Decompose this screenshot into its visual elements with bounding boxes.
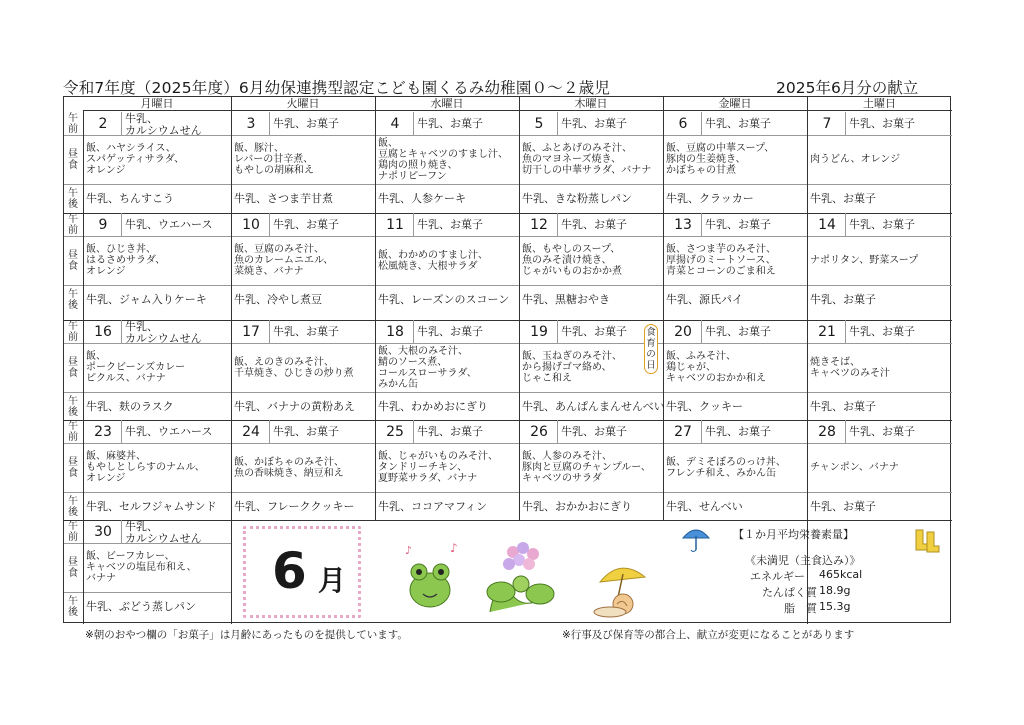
lunch-menu-line: ピクルス、バナナ (86, 373, 166, 384)
date-number: 16 (94, 324, 112, 340)
afternoon-snack: 牛乳、セルフジャムサンド (86, 500, 217, 513)
month-card-number: 6 (272, 542, 307, 600)
lunch-menu-line: 飯、デミそぼろのっけ丼、 (666, 456, 786, 468)
date-divider (845, 320, 846, 343)
lunch-menu (86, 143, 184, 176)
lunch-menu-line: 菜焼き、バナナ (234, 266, 304, 277)
lunch-menu-line: 飯、ハヤシライス、 (86, 143, 176, 154)
morning-snack-line: 牛乳、 (125, 112, 158, 125)
col-divider (231, 97, 232, 624)
svg-text:♪: ♪ (405, 544, 413, 557)
lunch-menu-line: 飯、えのきのみそ汁、 (234, 356, 334, 368)
row-divider (64, 492, 952, 493)
lunch-menu-line: オレンジ (86, 266, 126, 277)
month-card (243, 526, 361, 618)
morning-snack (273, 426, 339, 438)
afternoon-snack: 牛乳、お菓子 (810, 293, 876, 306)
row-label-am: 午前 (68, 520, 78, 543)
lunch-menu-line: 飯、大根のみそ汁、 (378, 345, 468, 357)
morning-snack-line: 牛乳、 (125, 320, 158, 333)
date-number: 27 (674, 424, 692, 440)
afternoon-snack: 牛乳、クラッカー (666, 192, 754, 205)
afternoon-snack: 牛乳、お菓子 (810, 400, 876, 413)
lunch-menu (86, 351, 185, 384)
date-divider (701, 112, 702, 135)
row-divider (64, 592, 231, 593)
lunch-menu (86, 451, 205, 484)
morning-snack-line: 牛乳、お菓子 (849, 325, 915, 338)
date-number: 2 (98, 116, 108, 132)
lunch-menu-line: 飯、ふみそ汁、 (666, 351, 736, 362)
col-divider (807, 97, 808, 520)
row-label-lunch: 昼食 (68, 249, 78, 272)
row-label-am: 午前 (68, 420, 78, 443)
afternoon-snack: 牛乳、人参ケーキ (378, 192, 466, 205)
lunch-menu-line: 鶏肉の照り焼き、 (378, 159, 458, 171)
lunch-menu-line: バナナ (86, 573, 116, 584)
morning-snack-line: 牛乳、お菓子 (705, 218, 771, 231)
lunch-menu-line: じゃがいものおかか煮 (522, 266, 622, 277)
afternoon-snack: 牛乳、ココアマフィン (378, 500, 488, 513)
row-label-lunch: 昼食 (68, 456, 78, 479)
lunch-menu-line: 飯、ビーフカレー、 (86, 551, 175, 562)
lunch-menu-line: タンドリーチキン、 (378, 462, 468, 473)
morning-snack-line: 牛乳、お菓子 (273, 425, 339, 438)
morning-snack (273, 118, 339, 130)
lunch-menu-line: 青菜とコーンのごま和え (666, 266, 776, 277)
lunch-menu-line: 飯、ふとあげのみそ汁、 (522, 143, 632, 154)
afternoon-snack: 牛乳、あんぱんまんせんべい (522, 400, 665, 413)
date-divider (269, 112, 270, 135)
lunch-menu (378, 250, 488, 272)
lunch-menu-line: 飯、麻婆丼、 (86, 451, 146, 462)
morning-snack (273, 219, 339, 231)
date-number: 10 (242, 217, 260, 233)
lunch-menu-line: 飯、もやしのスープ、 (522, 244, 621, 255)
morning-snack (849, 118, 915, 130)
date-number: 19 (530, 324, 548, 340)
morning-snack (561, 326, 627, 338)
row-divider (64, 392, 952, 393)
morning-snack-line: 牛乳、お菓子 (705, 117, 771, 130)
lunch-menu-line: はるさめサラダ、 (86, 255, 166, 266)
morning-snack-line: 牛乳、お菓子 (849, 425, 915, 438)
lunch-menu-line: コールスローサラダ、 (378, 367, 477, 379)
date-divider (121, 112, 122, 135)
lunch-menu-line: 厚揚げのミートソース、 (666, 255, 776, 266)
date-number: 3 (246, 116, 256, 132)
morning-snack (561, 426, 627, 438)
week-divider (64, 213, 952, 214)
lunch-menu-line: レバーの甘辛煮、 (234, 154, 314, 165)
lunch-menu-line: 飯、ひじき丼、 (86, 244, 156, 255)
lunch-menu-line: 豆腐とキャベツのすまし汁、 (378, 148, 508, 160)
col-divider (519, 97, 520, 520)
morning-snack-line: 牛乳、 (125, 520, 158, 533)
lunch-menu-line: オレンジ (86, 473, 126, 484)
lunch-menu-line: みかん缶 (378, 378, 418, 390)
hydrangea-icon (487, 542, 554, 612)
morning-snack (705, 326, 771, 338)
morning-snack-line: 牛乳、お菓子 (417, 218, 483, 231)
row-label-am: 午前 (68, 320, 78, 343)
page-subtitle: 2025年6月分の献立 (776, 79, 919, 97)
lunch-menu-line: ナポリタン、野菜スープ (810, 255, 919, 266)
row-divider (64, 443, 952, 444)
afternoon-snack: 牛乳、わかめおにぎり (378, 400, 488, 413)
date-number: 5 (534, 116, 544, 132)
morning-snack-line: 牛乳、お菓子 (417, 425, 483, 438)
date-number: 30 (94, 524, 112, 540)
lunch-menu-line: 飯、 (378, 137, 398, 149)
date-divider (121, 420, 122, 443)
weekday-header: 火曜日 (231, 97, 375, 111)
morning-snack-line: 牛乳、ウエハース (125, 425, 213, 438)
lunch-menu-line: フレンチ和え、みかん缶 (666, 467, 776, 479)
morning-snack (849, 219, 915, 231)
date-divider (557, 112, 558, 135)
afternoon-snack: 牛乳、きな粉蒸しパン (522, 192, 632, 205)
weekday-header: 水曜日 (375, 97, 519, 111)
food-education-day-badge (644, 324, 658, 374)
lunch-menu-line: 飯、 (86, 351, 106, 362)
lunch-menu (234, 244, 333, 277)
lunch-menu-line: 焼きそば、 (810, 356, 860, 368)
nutrition-subtitle: 《未満児（主食込み）》 (745, 554, 861, 567)
date-divider (701, 320, 702, 343)
morning-snack (561, 219, 627, 231)
morning-snack-line: 牛乳、お菓子 (849, 218, 915, 231)
lunch-menu-line: ナポリピーフン (378, 170, 447, 182)
morning-snack (417, 219, 483, 231)
note-left: ※朝のおやつ欄の「お菓子」は月齢にあったものを提供しています。 (85, 629, 408, 641)
date-number: 7 (822, 116, 832, 132)
row-divider (64, 236, 952, 237)
lunch-menu-line: 千草焼き、ひじきの炒り煮 (234, 367, 354, 379)
lunch-menu (666, 457, 786, 479)
morning-snack-line: 牛乳、お菓子 (561, 218, 627, 231)
lunch-menu (86, 551, 197, 584)
date-divider (413, 420, 414, 443)
date-divider (701, 213, 702, 236)
lunch-menu (810, 462, 899, 473)
lunch-menu-line: 飯、さつま芋のみそ汁、 (666, 244, 776, 255)
lunch-menu (378, 346, 477, 390)
row-divider (64, 285, 952, 286)
date-divider (845, 213, 846, 236)
row-label-lunch: 昼食 (68, 148, 78, 171)
morning-snack-line: カルシウムせん (125, 332, 202, 345)
page-title: 令和7年度（2025年度）6月幼保連携型認定こども園くるみ幼稚園０～２歳児 (63, 79, 611, 97)
row-label-lunch: 昼食 (68, 356, 78, 379)
morning-snack-line: 牛乳、お菓子 (561, 117, 627, 130)
row-label-am: 午前 (68, 213, 78, 236)
afternoon-snack: 牛乳、せんべい (666, 500, 743, 513)
date-divider (413, 320, 414, 343)
lunch-menu (234, 357, 354, 379)
date-number: 12 (530, 217, 548, 233)
lunch-menu-line: もやしとしらすのナムル、 (86, 462, 205, 473)
lunch-menu (234, 457, 344, 479)
rain-boots-icon (913, 528, 941, 554)
lunch-menu-line: 魚の香味焼き、納豆和え (234, 467, 344, 479)
afternoon-snack: 牛乳、お菓子 (810, 192, 876, 205)
badge-char: 食 (646, 327, 656, 338)
lunch-menu (666, 143, 774, 176)
date-number: 26 (530, 424, 548, 440)
morning-snack (561, 118, 627, 130)
afternoon-snack: 牛乳、レーズンのスコーン (378, 293, 510, 306)
row-label-pm: 午後 (68, 288, 78, 311)
lunch-menu (86, 244, 165, 277)
date-number: 25 (386, 424, 404, 440)
morning-snack (849, 326, 915, 338)
date-number: 18 (386, 324, 404, 340)
lunch-menu-line: 飯、豚汁、 (234, 143, 284, 154)
badge-char: の (646, 349, 656, 360)
nutrition-title: 【１か月平均栄養素量】 (733, 528, 854, 541)
badge-char: 育 (646, 338, 656, 349)
lunch-menu-line: 豚肉の生姜焼き、 (666, 154, 746, 165)
lunch-menu-line: 飯、豆腐の中華スープ、 (666, 143, 775, 154)
lunch-menu-line: 鶏じゃが、 (666, 362, 716, 373)
illustrations (395, 522, 685, 622)
date-number: 23 (94, 424, 112, 440)
lunch-menu (378, 138, 508, 182)
morning-snack-line: 牛乳、お菓子 (849, 117, 915, 130)
date-divider (121, 520, 122, 543)
morning-snack-line: 牛乳、お菓子 (561, 425, 627, 438)
afternoon-snack: 牛乳、ちんすこう (86, 192, 174, 205)
row-label-pm: 午後 (68, 495, 78, 518)
afternoon-snack: 牛乳、ジャム入りケーキ (86, 293, 207, 306)
nutrition-label: たんぱく質 (762, 586, 817, 599)
afternoon-snack: 牛乳、冷やし煮豆 (234, 293, 322, 306)
lunch-menu (522, 244, 622, 277)
nutrition-value: 465kcal (819, 568, 863, 581)
lunch-menu-line: キャベツのサラダ (522, 473, 602, 484)
row-label-pm: 午後 (68, 187, 78, 210)
date-divider (845, 112, 846, 135)
date-divider (845, 420, 846, 443)
lunch-menu-line: 魚のカレームニエル、 (234, 255, 334, 266)
lunch-menu-line: かぼちゃの甘煮 (666, 165, 736, 176)
morning-snack (125, 113, 202, 137)
note-right: ※行事及び保育等の都合上、献立が変更になることがあります (562, 629, 855, 641)
lunch-menu-line: スパゲッティサラダ、 (86, 154, 185, 165)
lunch-menu-line: キャベツのみそ汁 (810, 367, 890, 379)
lunch-menu-line: 飯、豆腐のみそ汁、 (234, 244, 324, 255)
weekday-header: 土曜日 (807, 97, 952, 111)
morning-snack-line: カルシウムせん (125, 124, 202, 137)
lunch-menu-line: 豚肉と豆腐のチャンプルー、 (522, 462, 651, 473)
menu-grid (63, 96, 951, 623)
date-number: 9 (98, 217, 108, 233)
week-divider (64, 420, 952, 421)
morning-snack-line: 牛乳、ウエハース (125, 218, 213, 231)
date-number: 11 (386, 217, 404, 233)
row-label-am: 午前 (68, 112, 78, 135)
lunch-menu-line: じゃこ和え (522, 373, 572, 384)
date-number: 4 (390, 116, 400, 132)
lunch-menu-line: 飯、人参のみそ汁、 (522, 451, 612, 462)
afternoon-snack: 牛乳、源氏パイ (666, 293, 743, 306)
nutrition-value: 15.3g (819, 600, 851, 613)
morning-snack (417, 118, 483, 130)
date-divider (701, 420, 702, 443)
lunch-menu (234, 143, 314, 176)
nutrition-label: エネルギー (750, 570, 805, 583)
morning-snack-line: 牛乳、お菓子 (273, 218, 339, 231)
svg-text:♪: ♪ (450, 541, 458, 555)
afternoon-snack: 牛乳、バナナの黄粉あえ (234, 400, 355, 413)
morning-snack (705, 426, 771, 438)
row-label-pm: 午後 (68, 595, 78, 618)
morning-snack-line: 牛乳、お菓子 (273, 325, 339, 338)
frog-icon (405, 541, 458, 607)
lunch-menu-line: 松風焼き、大根サラダ (378, 260, 478, 272)
lunch-menu-line: もやしの胡麻和え (234, 165, 314, 176)
afternoon-snack: 牛乳、ぶどう蒸しパン (86, 600, 196, 613)
lunch-menu-line: 切干しの中華サラダ、バナナ (522, 165, 652, 176)
afternoon-snack: 牛乳、さつま芋甘煮 (234, 192, 333, 205)
date-number: 28 (818, 424, 836, 440)
lunch-menu-line: キャベツの塩昆布和え、 (86, 562, 197, 573)
date-divider (269, 420, 270, 443)
lunch-menu-line: キャベツのおかか和え (666, 373, 766, 384)
date-number: 17 (242, 324, 260, 340)
lunch-menu (522, 143, 651, 176)
morning-snack-line: 牛乳、お菓子 (273, 117, 339, 130)
date-divider (557, 213, 558, 236)
date-divider (413, 112, 414, 135)
lunch-menu (522, 451, 651, 484)
date-divider (121, 320, 122, 343)
morning-snack-line: 牛乳、お菓子 (417, 325, 483, 338)
morning-snack (125, 321, 202, 345)
lunch-menu-line: 飯、かぼちゃのみそ汁、 (234, 456, 344, 468)
morning-snack (125, 426, 212, 438)
lunch-menu-line: チャンポン、バナナ (810, 462, 899, 473)
morning-snack (125, 219, 212, 231)
lunch-menu-line: 魚のみそ漬け焼き、 (522, 255, 612, 266)
morning-snack (705, 219, 771, 231)
morning-snack-line: 牛乳、お菓子 (561, 325, 627, 338)
lunch-menu-line: 飯、じゃがいものみそ汁、 (378, 451, 498, 462)
row-divider (64, 184, 952, 185)
date-divider (557, 420, 558, 443)
lunch-menu-line: 魚のマヨネーズ焼き、 (522, 154, 622, 165)
morning-snack (849, 426, 915, 438)
morning-snack (417, 426, 483, 438)
date-divider (413, 213, 414, 236)
lunch-menu (666, 351, 766, 384)
date-number: 21 (818, 324, 836, 340)
date-divider (269, 213, 270, 236)
date-divider (269, 320, 270, 343)
month-card-unit: 月 (318, 564, 347, 597)
date-number: 6 (678, 116, 688, 132)
weekday-header: 木曜日 (519, 97, 663, 111)
lunch-menu (378, 451, 498, 484)
lunch-menu-line: 夏野菜サラダ、バナナ (378, 473, 478, 484)
lunch-menu (810, 357, 890, 379)
date-divider (121, 213, 122, 236)
lunch-menu (522, 351, 622, 384)
morning-snack (417, 326, 483, 338)
date-number: 20 (674, 324, 692, 340)
lunch-menu-line: から揚げゴマ絡め、 (522, 362, 612, 373)
morning-snack (705, 118, 771, 130)
morning-snack-line: 牛乳、お菓子 (417, 117, 483, 130)
afternoon-snack: 牛乳、お菓子 (810, 500, 876, 513)
lunch-menu (810, 255, 918, 266)
lunch-menu-line: 飯、玉ねぎのみそ汁、 (522, 351, 622, 362)
lunch-menu-line: 肉うどん、オレンジ (810, 154, 901, 165)
morning-snack-line: カルシウムせん (125, 532, 202, 545)
afternoon-snack: 牛乳、おかかおにぎり (522, 500, 632, 513)
date-divider (557, 320, 558, 343)
morning-snack-line: 牛乳、お菓子 (705, 325, 771, 338)
date-number: 13 (674, 217, 692, 233)
morning-snack (273, 326, 339, 338)
afternoon-snack: 牛乳、クッキー (666, 400, 743, 413)
morning-snack-line: 牛乳、お菓子 (705, 425, 771, 438)
col-divider (375, 97, 376, 520)
badge-char: 日 (646, 360, 656, 371)
date-number: 24 (242, 424, 260, 440)
nutrition-label: 脂 質 (784, 602, 817, 615)
weekday-header: 月曜日 (83, 97, 231, 111)
lunch-menu-line: 飯、わかめのすまし汁、 (378, 249, 488, 261)
lunch-menu (810, 154, 900, 165)
umbrella-icon (681, 524, 711, 554)
row-label-lunch: 昼食 (68, 556, 78, 579)
lunch-menu (666, 244, 776, 277)
afternoon-snack: 牛乳、フレーククッキー (234, 500, 355, 513)
nutrition-value: 18.9g (819, 584, 851, 597)
col-divider (663, 97, 664, 520)
snail-umbrella-icon (594, 568, 645, 617)
morning-snack (125, 521, 202, 545)
lunch-menu-line: ポークビーンズカレー (86, 362, 186, 373)
afternoon-snack: 牛乳、麸のラスク (86, 400, 174, 413)
lunch-menu-line: 鯖のソース煮、 (378, 356, 448, 368)
afternoon-snack: 牛乳、黒糖おやき (522, 293, 610, 306)
date-number: 14 (818, 217, 836, 233)
weekday-header: 金曜日 (663, 97, 807, 111)
lunch-menu-line: オレンジ (86, 165, 126, 176)
row-label-pm: 午後 (68, 395, 78, 418)
col-divider (83, 111, 84, 624)
